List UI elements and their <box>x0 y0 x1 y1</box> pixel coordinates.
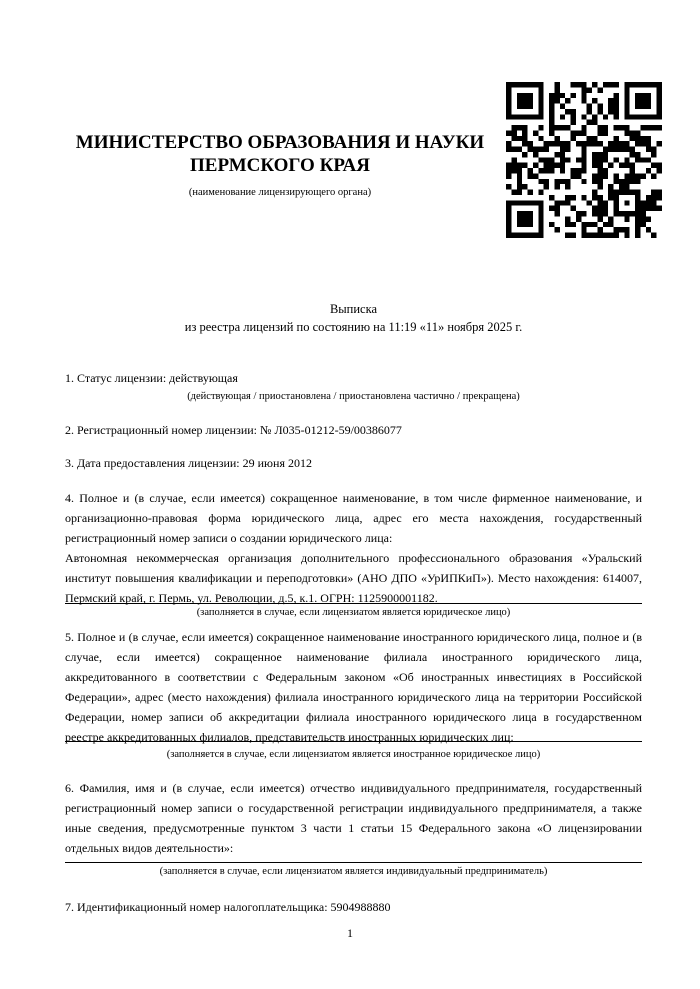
item-6-fill-line <box>65 862 642 863</box>
item-1-status-options-note: (действующая / приостановлена / приостановлена частично / прекращена) <box>187 391 520 402</box>
document-title <box>65 300 642 336</box>
item-4-legal-entity-question: 4. Полное и (в случае, если имеется) сокращенное наименование, в том числе фирменное наименование, и организационно-правовая форма юридического лица, адрес его места нахождения, государственный регистрационный номер записи о создании юридического лица: <box>65 491 642 545</box>
document-body <box>65 368 642 917</box>
authority-caption: (наименование лицензирующего органа) <box>188 187 372 198</box>
item-6-individual-entrepreneur-question: 6. Фамилия, имя и (в случае, если имеется) отчество индивидуального предпринимателя, государственный регистрационный номер записи о государственной регистрации индивидуального предпринимателя, а также иные сведения, предусмотренные пунктом 3 части 1 статьи 15 Федерального закона «О лицензировании отдельных видов деятельности»: <box>65 781 642 855</box>
ministry-name-line1: МИНИСТЕРСТВО ОБРАЗОВАНИЯ И НАУКИ <box>75 132 485 153</box>
item-2-registration-number: 2. Регистрационный номер лицензии: № Л035-01212-59/00386077 <box>65 423 402 437</box>
item-4-legal-entity-note: (заполняется в случае, если лицензиатом является юридическое лицо) <box>196 607 511 618</box>
document-title-line2: из реестра лицензий по состоянию на 11:19 «11» ноября 2025 г. <box>184 320 523 334</box>
licensing-authority-header <box>63 131 497 199</box>
item-5-foreign-entity-question: 5. Полное и (в случае, если имеется) сокращенное наименование иностранного юридического лица, полное и (в случае, если имеется) сокращенное наименование филиала иностранного юридического лица, аккредитованного в соответствии с Федеральным законом «Об иностранных инвестициях в Российской Федерации», адрес (место нахождения) филиала иностранного юридического лица на территории Российской Федерации, номер записи об аккредитации филиала иностранного юридического лица в государственном реестре аккредитованных филиалов, представительств иностранных юридических лиц: <box>65 630 642 744</box>
qr-code-icon <box>506 82 662 238</box>
ministry-name-line2: ПЕРМСКОГО КРАЯ <box>190 155 370 176</box>
item-4-legal-entity-value: Автономная некоммерческая организация дополнительного профессионального образования «Уральский институт повышения квалификации и переподготовки» (АНО ДПО «УрИПКиП»). Место нахождения: 614007, Пермский край, г. Пермь, ул. Революции, д.5, к.1. ОГРН: 1125900001182. <box>65 551 642 605</box>
item-6-individual-entrepreneur-note: (заполняется в случае, если лицензиатом является индивидуальный предприниматель) <box>159 866 548 877</box>
item-1-license-status: 1. Статус лицензии: действующая <box>65 371 238 385</box>
item-5-foreign-entity-note: (заполняется в случае, если лицензиатом является иностранное юридическое лицо) <box>166 749 541 760</box>
item-7-taxpayer-id: 7. Идентификационный номер налогоплательщика: 5904988880 <box>65 900 391 914</box>
page-number: 1 <box>347 926 353 940</box>
document-title-line1: Выписка <box>329 302 378 316</box>
item-3-license-grant-date: 3. Дата предоставления лицензии: 29 июня 2012 <box>65 456 312 470</box>
